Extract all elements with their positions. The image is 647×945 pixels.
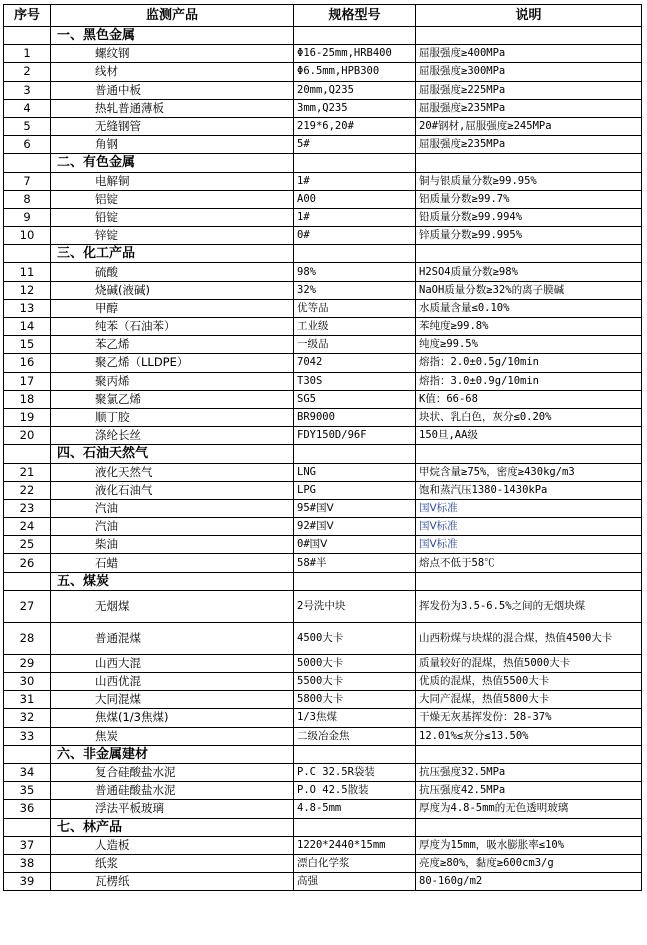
row-number: 24 [4, 518, 51, 536]
section-empty-no [4, 445, 51, 463]
product-name: 线材 [51, 63, 294, 81]
section-empty-no [4, 27, 51, 45]
spec-model: P.O 42.5散装 [294, 782, 416, 800]
table-row [4, 763, 642, 781]
row-number: 32 [4, 709, 51, 727]
spec-model: Φ6.5mm,HPB300 [294, 63, 416, 81]
spec-model: 4500大卡 [294, 622, 416, 654]
product-name: 石蜡 [51, 554, 294, 572]
description: 熔指：3.0±0.9g/10min [416, 372, 642, 390]
header-spec: 规格型号 [294, 5, 416, 27]
spec-model: LPG [294, 481, 416, 499]
table-row [4, 408, 642, 426]
spec-model: 5000大卡 [294, 654, 416, 672]
row-number: 20 [4, 427, 51, 445]
section-row [4, 818, 642, 836]
row-number: 26 [4, 554, 51, 572]
product-name: 热轧普通薄板 [51, 99, 294, 117]
section-empty-spec [294, 445, 416, 463]
row-number: 29 [4, 654, 51, 672]
row-number: 38 [4, 854, 51, 872]
product-name: 普通中板 [51, 81, 294, 99]
table-row [4, 691, 642, 709]
section-row [4, 445, 642, 463]
spec-model: FDY150D/96F [294, 427, 416, 445]
spec-model: 5# [294, 136, 416, 154]
row-number: 36 [4, 800, 51, 818]
product-name: 汽油 [51, 499, 294, 517]
row-number: 6 [4, 136, 51, 154]
row-number: 21 [4, 463, 51, 481]
table-row [4, 554, 642, 572]
table-header-row [4, 5, 642, 27]
description: 厚度为4.8-5mm的无色透明玻璃 [416, 800, 642, 818]
description: 山西粉煤与块煤的混合煤，热值4500大卡 [416, 622, 642, 654]
description: 屈服强度≥225MPa [416, 81, 642, 99]
spec-model: 1220*2440*15mm [294, 836, 416, 854]
table-row [4, 281, 642, 299]
row-number: 33 [4, 727, 51, 745]
section-row [4, 27, 642, 45]
row-number: 16 [4, 354, 51, 372]
section-row [4, 745, 642, 763]
section-row [4, 572, 642, 590]
section-empty-desc [416, 818, 642, 836]
table-row [4, 654, 642, 672]
section-title: 七、林产品 [51, 818, 294, 836]
description: 80-160g/m2 [416, 873, 642, 891]
product-name: 柴油 [51, 536, 294, 554]
description: 熔指：2.0±0.5g/10min [416, 354, 642, 372]
product-name: 液化石油气 [51, 481, 294, 499]
section-title: 一、黑色金属 [51, 27, 294, 45]
product-name: 山西大混 [51, 654, 294, 672]
table-row [4, 99, 642, 117]
spec-model: 20mm,Q235 [294, 81, 416, 99]
product-name: 无烟煤 [51, 590, 294, 622]
product-name: 浮法平板玻璃 [51, 800, 294, 818]
spec-model: T30S [294, 372, 416, 390]
description: NaOH质量分数≥32%的离子膜碱 [416, 281, 642, 299]
description: 12.01%≤灰分≤13.50% [416, 727, 642, 745]
product-name: 大同混煤 [51, 691, 294, 709]
row-number: 18 [4, 390, 51, 408]
table-row [4, 136, 642, 154]
spec-model: 2号洗中块 [294, 590, 416, 622]
description: 150旦,AA级 [416, 427, 642, 445]
product-name: 聚丙烯 [51, 372, 294, 390]
header-product: 监测产品 [51, 5, 294, 27]
description: 优质的混煤，热值5500大卡 [416, 673, 642, 691]
product-name: 无缝钢管 [51, 117, 294, 135]
spec-model: 4.8-5mm [294, 800, 416, 818]
table-row [4, 481, 642, 499]
product-name: 涤纶长丝 [51, 427, 294, 445]
section-empty-no [4, 818, 51, 836]
table-row [4, 63, 642, 81]
product-name: 螺纹钢 [51, 45, 294, 63]
row-number: 15 [4, 336, 51, 354]
table-row [4, 782, 642, 800]
row-number: 14 [4, 318, 51, 336]
description: 苯纯度≥99.8% [416, 318, 642, 336]
spec-model: 98% [294, 263, 416, 281]
table-row [4, 463, 642, 481]
table-row [4, 709, 642, 727]
table-row [4, 499, 642, 517]
row-number: 9 [4, 208, 51, 226]
description: 抗压强度32.5MPa [416, 763, 642, 781]
table-row [4, 227, 642, 245]
product-name: 角钢 [51, 136, 294, 154]
row-number: 37 [4, 836, 51, 854]
section-row [4, 245, 642, 263]
table-row [4, 318, 642, 336]
row-number: 5 [4, 117, 51, 135]
product-name: 烧碱(液碱) [51, 281, 294, 299]
section-title: 三、化工产品 [51, 245, 294, 263]
description: 国Ⅴ标准 [416, 499, 642, 517]
description: 抗压强度42.5MPa [416, 782, 642, 800]
description: 厚度为15mm，吸水膨胀率≤10% [416, 836, 642, 854]
description: 纯度≥99.5% [416, 336, 642, 354]
table-row [4, 673, 642, 691]
product-name: 纯苯（石油苯） [51, 318, 294, 336]
description: 屈服强度≥235MPa [416, 99, 642, 117]
spec-model: P.C 32.5R袋装 [294, 763, 416, 781]
spec-model: LNG [294, 463, 416, 481]
section-title: 六、非金属建材 [51, 745, 294, 763]
row-number: 25 [4, 536, 51, 554]
table-row [4, 590, 642, 622]
table-row [4, 45, 642, 63]
description: 国Ⅴ标准 [416, 518, 642, 536]
row-number: 34 [4, 763, 51, 781]
spec-model: 5800大卡 [294, 691, 416, 709]
description: 甲烷含量≥75%，密度≥430kg/m3 [416, 463, 642, 481]
spec-model: 5500大卡 [294, 673, 416, 691]
row-number: 17 [4, 372, 51, 390]
table-row [4, 873, 642, 891]
description: 块状、乳白色，灰分≤0.20% [416, 408, 642, 426]
description: 质量较好的混煤，热值5000大卡 [416, 654, 642, 672]
section-title: 四、石油天然气 [51, 445, 294, 463]
product-name: 焦炭 [51, 727, 294, 745]
row-number: 12 [4, 281, 51, 299]
product-name: 铅锭 [51, 208, 294, 226]
row-number: 7 [4, 172, 51, 190]
description: K值：66-68 [416, 390, 642, 408]
spec-model: A00 [294, 190, 416, 208]
section-empty-no [4, 572, 51, 590]
description: 国Ⅴ标准 [416, 536, 642, 554]
section-empty-spec [294, 245, 416, 263]
product-name: 甲醇 [51, 299, 294, 317]
description: 锌质量分数≥99.995% [416, 227, 642, 245]
table-row [4, 208, 642, 226]
row-number: 27 [4, 590, 51, 622]
product-name: 聚乙烯（LLDPE） [51, 354, 294, 372]
spec-model: 0#国Ⅴ [294, 536, 416, 554]
product-name: 纸浆 [51, 854, 294, 872]
description: 屈服强度≥300MPa [416, 63, 642, 81]
description: 铜与银质量分数≥99.95% [416, 172, 642, 190]
spec-model: 0# [294, 227, 416, 245]
table-row [4, 263, 642, 281]
spec-model: Φ16-25mm,HRB400 [294, 45, 416, 63]
spec-model: 一级品 [294, 336, 416, 354]
description: 屈服强度≥235MPa [416, 136, 642, 154]
spec-model: 92#国Ⅴ [294, 518, 416, 536]
product-name: 瓦楞纸 [51, 873, 294, 891]
row-number: 4 [4, 99, 51, 117]
spec-model: 7042 [294, 354, 416, 372]
table-row [4, 536, 642, 554]
spec-model: 58#半 [294, 554, 416, 572]
section-empty-no [4, 154, 51, 172]
product-name: 复合硅酸盐水泥 [51, 763, 294, 781]
section-title: 五、煤炭 [51, 572, 294, 590]
spec-model: 3mm,Q235 [294, 99, 416, 117]
row-number: 8 [4, 190, 51, 208]
section-empty-no [4, 245, 51, 263]
product-table [3, 4, 642, 891]
row-number: 10 [4, 227, 51, 245]
section-empty-desc [416, 245, 642, 263]
product-name: 普通硅酸盐水泥 [51, 782, 294, 800]
product-name: 汽油 [51, 518, 294, 536]
section-empty-spec [294, 572, 416, 590]
table-row [4, 117, 642, 135]
row-number: 19 [4, 408, 51, 426]
row-number: 31 [4, 691, 51, 709]
product-name: 普通混煤 [51, 622, 294, 654]
section-empty-no [4, 745, 51, 763]
spec-model: 95#国Ⅴ [294, 499, 416, 517]
spec-model: 高强 [294, 873, 416, 891]
table-row [4, 299, 642, 317]
description: 水质量含量≤0.10% [416, 299, 642, 317]
spec-model: BR9000 [294, 408, 416, 426]
section-title: 二、有色金属 [51, 154, 294, 172]
product-name: 顺丁胶 [51, 408, 294, 426]
row-number: 22 [4, 481, 51, 499]
header-no: 序号 [4, 5, 51, 27]
description: 屈服强度≥400MPa [416, 45, 642, 63]
spec-model: 1# [294, 208, 416, 226]
table-row [4, 518, 642, 536]
product-name: 液化天然气 [51, 463, 294, 481]
spec-model: 1# [294, 172, 416, 190]
product-name: 聚氯乙烯 [51, 390, 294, 408]
section-empty-desc [416, 154, 642, 172]
spec-model: 219*6,20# [294, 117, 416, 135]
spec-model: 优等品 [294, 299, 416, 317]
product-name: 铝锭 [51, 190, 294, 208]
row-number: 1 [4, 45, 51, 63]
header-desc: 说明 [416, 5, 642, 27]
section-empty-spec [294, 154, 416, 172]
product-name: 硫酸 [51, 263, 294, 281]
row-number: 13 [4, 299, 51, 317]
description: 20#钢材,屈服强度≥245MPa [416, 117, 642, 135]
description: 挥发份为3.5-6.5%之间的无烟块煤 [416, 590, 642, 622]
product-name: 人造板 [51, 836, 294, 854]
description: 大同产混煤，热值5800大卡 [416, 691, 642, 709]
table-row [4, 427, 642, 445]
section-empty-desc [416, 27, 642, 45]
section-empty-spec [294, 27, 416, 45]
description: 干燥无灰基挥发份：28-37% [416, 709, 642, 727]
table-row [4, 336, 642, 354]
row-number: 39 [4, 873, 51, 891]
spec-model: SG5 [294, 390, 416, 408]
product-name: 山西优混 [51, 673, 294, 691]
table-row [4, 372, 642, 390]
section-empty-spec [294, 818, 416, 836]
description: 铝质量分数≥99.7% [416, 190, 642, 208]
row-number: 23 [4, 499, 51, 517]
table-row [4, 854, 642, 872]
table-row [4, 354, 642, 372]
row-number: 11 [4, 263, 51, 281]
table-body [4, 27, 642, 891]
section-row [4, 154, 642, 172]
row-number: 2 [4, 63, 51, 81]
description: 铅质量分数≥99.994% [416, 208, 642, 226]
spec-model: 32% [294, 281, 416, 299]
row-number: 28 [4, 622, 51, 654]
product-name: 焦煤(1/3焦煤) [51, 709, 294, 727]
section-empty-desc [416, 445, 642, 463]
spec-model: 工业级 [294, 318, 416, 336]
spec-model: 1/3焦煤 [294, 709, 416, 727]
description: 熔点不低于58℃ [416, 554, 642, 572]
table-row [4, 81, 642, 99]
description: 饱和蒸汽压1380-1430kPa [416, 481, 642, 499]
spec-model: 漂白化学浆 [294, 854, 416, 872]
product-name: 电解铜 [51, 172, 294, 190]
table-row [4, 190, 642, 208]
table-row [4, 622, 642, 654]
product-name: 锌锭 [51, 227, 294, 245]
section-empty-spec [294, 745, 416, 763]
description: 亮度≥80%，黏度≥600cm3/g [416, 854, 642, 872]
table-row [4, 727, 642, 745]
table-row [4, 172, 642, 190]
table-row [4, 390, 642, 408]
section-empty-desc [416, 745, 642, 763]
section-empty-desc [416, 572, 642, 590]
row-number: 3 [4, 81, 51, 99]
product-name: 苯乙烯 [51, 336, 294, 354]
row-number: 35 [4, 782, 51, 800]
spec-model: 二级冶金焦 [294, 727, 416, 745]
row-number: 30 [4, 673, 51, 691]
table-row [4, 836, 642, 854]
description: H2SO4质量分数≥98% [416, 263, 642, 281]
table-row [4, 800, 642, 818]
